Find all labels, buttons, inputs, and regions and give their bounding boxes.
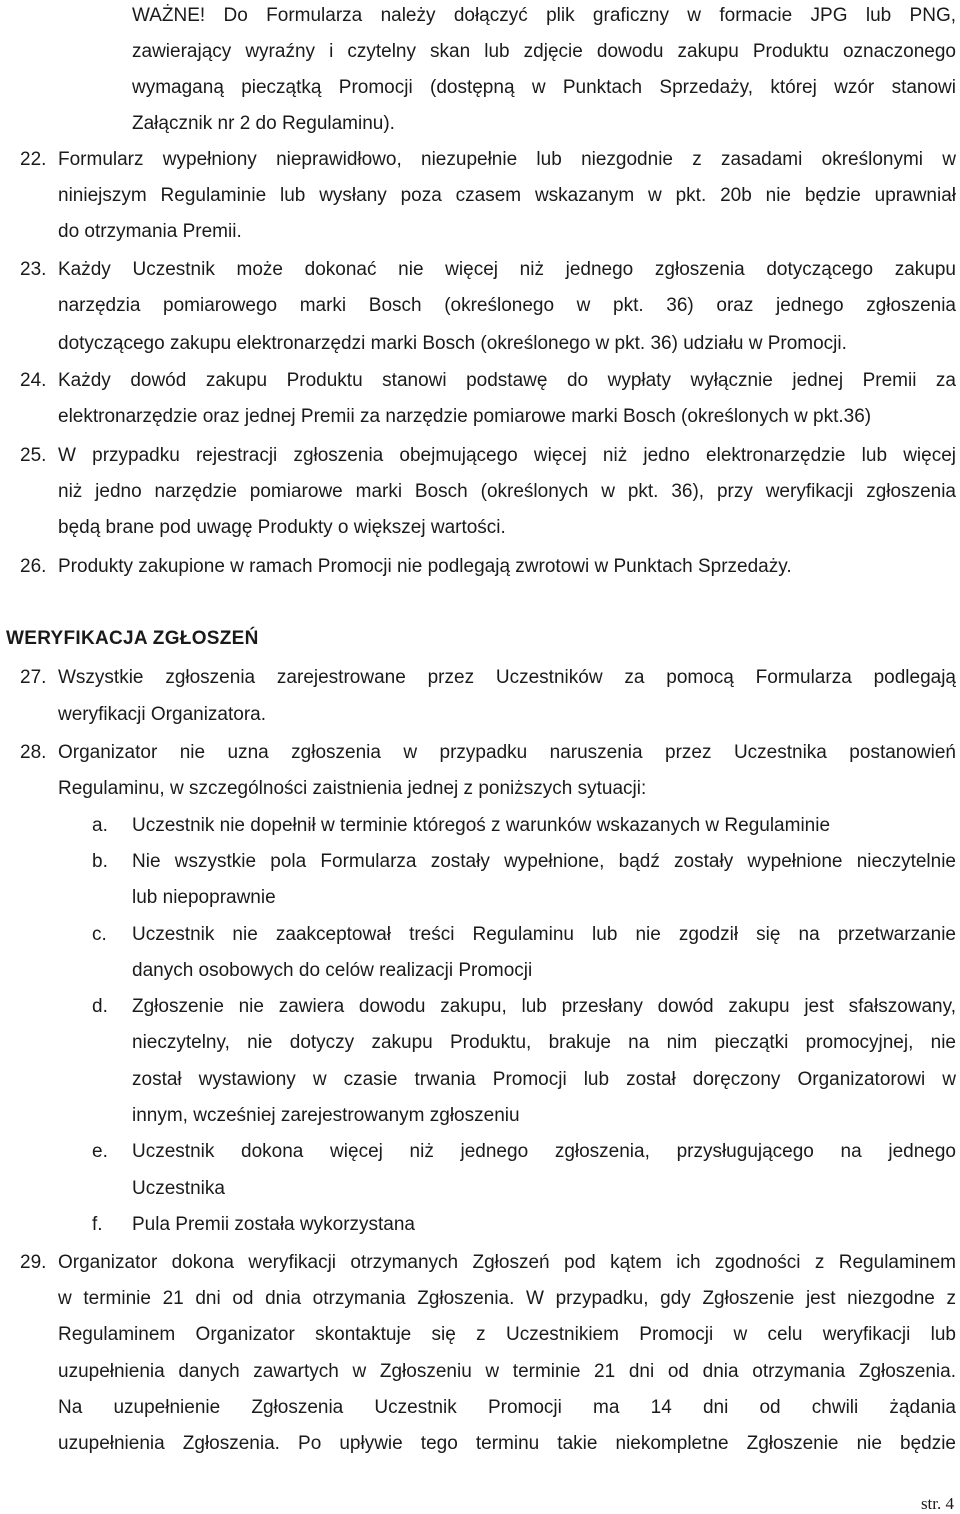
list-letter: a. (92, 815, 108, 836)
text-line: danych osobowych do celów realizacji Promocji (132, 960, 533, 981)
text-line: Pula Premii została wykorzystana (132, 1214, 415, 1235)
paragraph-number: 27. (20, 667, 47, 688)
text-line: Uczestnik nie dopełnił w terminie któregoś z warunków wskazanych w Regulaminie (132, 815, 831, 836)
text-line: Na uzupełnienie Zgłoszenia Uczestnik Promocji ma 14 dni od chwili żądania (58, 1397, 956, 1418)
text-line: innym, wcześniej zarejestrowanym zgłoszeniu (132, 1105, 520, 1126)
text-line: Uczestnika (132, 1178, 225, 1199)
paragraph-number: 24. (20, 370, 47, 391)
paragraph-number: 28. (20, 742, 47, 763)
text-line: wymaganą pieczątką Promocji (dostępną w Punktach Sprzedaży, której wzór stanowi (132, 77, 956, 98)
paragraph-number: 26. (20, 556, 47, 577)
text-line: elektronarzędzie oraz jednej Premii za narzędzie pomiarowe marki Bosch (określonych w pkt.36) (58, 406, 872, 427)
text-line: będą brane pod uwagę Produkty o większej wartości. (58, 517, 506, 538)
text-line: uzupełnienia Zgłoszenia. Po upływie tego terminu takie niekompletne Zgłoszenie nie będzie (58, 1433, 956, 1454)
text-line: Załącznik nr 2 do Regulaminu). (132, 113, 395, 134)
text-line: Wszystkie zgłoszenia zarejestrowane przez Uczestników za pomocą Formularza podlegają (58, 667, 956, 688)
paragraph-number: 22. (20, 149, 47, 170)
list-letter: f. (92, 1214, 103, 1235)
list-letter: c. (92, 924, 107, 945)
text-line: zawierający wyraźny i czytelny skan lub zdjęcie dowodu zakupu Produktu oznaczonego (132, 41, 956, 62)
page-number: str. 4 (920, 1494, 954, 1513)
text-line: narzędzia pomiarowego marki Bosch (określonego w pkt. 36) oraz jednego zgłoszenia (58, 295, 956, 316)
list-letter: d. (92, 996, 108, 1017)
section-heading: WERYFIKACJA ZGŁOSZEŃ (6, 628, 259, 649)
text-line: został wystawiony w czasie trwania Promocji lub został doręczony Organizatorowi w (132, 1069, 956, 1090)
text-line: uzupełnienia danych zawartych w Zgłoszeniu w terminie 21 dni od dnia otrzymania Zgłoszenia. (58, 1361, 956, 1382)
text-line: W przypadku rejestracji zgłoszenia obejmującego więcej niż jedno elektronarzędzie lub więcej (58, 445, 956, 466)
text-line: do otrzymania Premii. (58, 221, 242, 242)
text-line: nieczytelny, nie dotyczy zakupu Produktu, brakuje na nim pieczątki promocyjnej, nie (132, 1032, 956, 1053)
text-line: Produkty zakupione w ramach Promocji nie podlegają zwrotowi w Punktach Sprzedaży. (58, 556, 792, 577)
text-line: Organizator dokona weryfikacji otrzymanych Zgłoszeń pod kątem ich zgodności z Regulaminem (58, 1252, 956, 1273)
text-line: Organizator nie uzna zgłoszenia w przypadku naruszenia przez Uczestnika postanowień (58, 742, 956, 763)
text-line: Regulaminu, w szczególności zaistnienia jednej z poniższych sytuacji: (58, 778, 647, 799)
list-letter: b. (92, 851, 108, 872)
text-line: Nie wszystkie pola Formularza zostały wypełnione, bądź zostały wypełnione nieczytelnie (132, 851, 956, 872)
text-line: niż jedno narzędzie pomiarowe marki Bosch (określonych w pkt. 36), przy weryfikacji zgłoszenia (58, 481, 956, 502)
paragraph-number: 25. (20, 445, 47, 466)
text-line: Regulaminem Organizator skontaktuje się z Uczestnikiem Promocji w celu weryfikacji lub (58, 1324, 956, 1345)
text-line: dotyczącego zakupu elektronarzędzi marki Bosch (określonego w pkt. 36) udziału w Promocji. (58, 333, 847, 354)
paragraph-number: 29. (20, 1252, 47, 1273)
text-line: Uczestnik nie zaakceptował treści Regulaminu lub nie zgodził się na przetwarzanie (132, 924, 956, 945)
text-line: Każdy Uczestnik może dokonać nie więcej niż jednego zgłoszenia dotyczącego zakupu (58, 259, 956, 280)
list-letter: e. (92, 1141, 108, 1162)
text-line: weryfikacji Organizatora. (58, 704, 267, 725)
text-line: Formularz wypełniony nieprawidłowo, niezupełnie lub niezgodnie z zasadami określonymi w (58, 149, 956, 170)
text-line: Każdy dowód zakupu Produktu stanowi podstawę do wypłaty wyłącznie jednej Premii za (58, 370, 956, 391)
text-line: w terminie 21 dni od dnia otrzymania Zgłoszenia. W przypadku, gdy Zgłoszenie jest niezgodne z (58, 1288, 956, 1309)
text-line: niniejszym Regulaminie lub wysłany poza czasem wskazanym w pkt. 20b nie będzie uprawniał (58, 185, 956, 206)
paragraph-number: 23. (20, 259, 47, 280)
text-line: lub niepoprawnie (132, 887, 276, 908)
text-line: Uczestnik dokona więcej niż jednego zgłoszenia, przysługującego na jednego (132, 1141, 956, 1162)
text-line: Zgłoszenie nie zawiera dowodu zakupu, lub przesłany dowód zakupu jest sfałszowany, (132, 996, 956, 1017)
text-line: WAŻNE! Do Formularza należy dołączyć plik graficzny w formacie JPG lub PNG, (132, 5, 956, 26)
